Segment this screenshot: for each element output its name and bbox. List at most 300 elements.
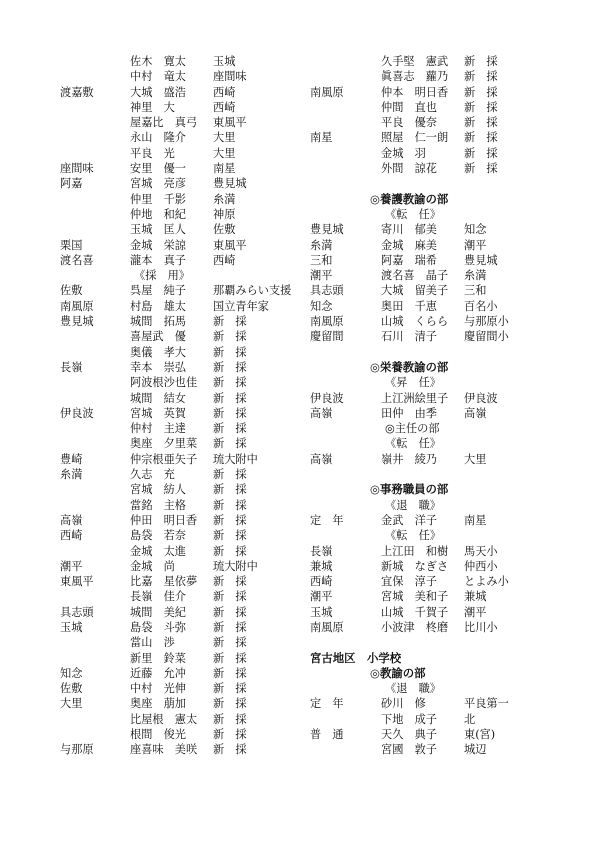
- personnel-row: [60, 314, 290, 329]
- posting: 東風平: [213, 116, 247, 130]
- posting: 新 採: [464, 146, 498, 160]
- person-name: 上江洲絵里子: [381, 391, 449, 405]
- person-name: 田仲 由季: [381, 406, 437, 420]
- school-name: 阿嘉: [60, 177, 83, 191]
- person-name: 仲地 和紀: [130, 207, 186, 221]
- posting: 城辺: [464, 743, 487, 757]
- posting: 新 採: [464, 55, 498, 68]
- school-name: 西崎: [60, 529, 83, 543]
- personnel-row: [310, 130, 542, 145]
- school-name: 豊見城: [60, 315, 94, 329]
- person-name: 島袋 若奈: [130, 529, 186, 543]
- person-name: 仲間 直也: [381, 100, 437, 114]
- category-label: 《転 任》: [385, 207, 441, 221]
- school-name: 大里: [60, 697, 83, 711]
- posting: 神原: [213, 207, 236, 221]
- heading-row: [310, 528, 542, 543]
- school-name: 玉城: [60, 620, 83, 634]
- posting: 琉大附中: [213, 559, 258, 573]
- posting: 新 採: [213, 406, 247, 420]
- spacer-row: [310, 467, 542, 482]
- posting: 大里: [464, 452, 487, 466]
- person-name: 平良 優奈: [381, 116, 437, 130]
- personnel-row: [310, 727, 542, 742]
- school-name: 三和: [310, 253, 333, 267]
- personnel-row: [60, 559, 290, 574]
- person-name: 根間 俊光: [130, 728, 186, 742]
- posting: 新 採: [213, 422, 247, 436]
- posting: 仲西小: [464, 559, 498, 573]
- posting: 潮平: [464, 605, 487, 619]
- personnel-row: [60, 100, 290, 115]
- personnel-row: [310, 620, 542, 635]
- posting: 豊見城: [213, 177, 247, 191]
- school-name: 渡嘉敷: [60, 85, 94, 99]
- personnel-row: [310, 605, 542, 620]
- posting: 新 採: [213, 666, 247, 680]
- right-column: [310, 54, 542, 758]
- school-name: 南風原: [310, 620, 344, 634]
- school-name: 糸満: [60, 468, 83, 482]
- person-name: 照屋 仁一朗: [381, 131, 449, 145]
- school-name: 伊良波: [310, 391, 344, 405]
- personnel-row: [60, 329, 290, 344]
- school-name: 与那原: [60, 743, 94, 757]
- personnel-row: [310, 146, 542, 161]
- person-name: 城間 結女: [130, 391, 186, 405]
- personnel-row: [310, 712, 542, 727]
- person-name: 永山 隆介: [130, 131, 186, 145]
- posting: 百名小: [464, 299, 498, 313]
- personnel-row: [310, 742, 542, 757]
- spacer-row: [310, 345, 542, 360]
- personnel-row: [60, 605, 290, 620]
- personnel-row: [310, 222, 542, 237]
- posting: 新 採: [213, 620, 247, 634]
- person-name: 比屋根 憲太: [130, 712, 198, 726]
- posting: 新 採: [464, 100, 498, 114]
- heading-row: [310, 421, 542, 436]
- posting: 比川小: [464, 620, 498, 634]
- personnel-row: [60, 207, 290, 222]
- posting: 東風平: [213, 238, 247, 252]
- heading-row: [310, 207, 542, 222]
- person-name: 宜保 淳子: [381, 575, 437, 589]
- section-heading: ◎事務職員の部: [370, 482, 449, 497]
- personnel-row: [60, 635, 290, 650]
- school-name: 知念: [310, 299, 333, 313]
- posting: 新 採: [213, 391, 247, 405]
- posting: 新 採: [213, 498, 247, 512]
- school-name: 豊崎: [60, 452, 83, 466]
- posting: 玉城: [213, 55, 236, 68]
- posting: 西崎: [213, 253, 236, 267]
- person-name: 山城 千賀子: [381, 605, 449, 619]
- posting: 新 採: [213, 483, 247, 497]
- person-name: 金城 羽: [381, 146, 426, 160]
- person-name: 阿嘉 瑞希: [381, 253, 437, 267]
- school-name: 南風原: [60, 299, 94, 313]
- posting: 伊良波: [464, 391, 498, 405]
- posting: 新 採: [213, 743, 247, 757]
- personnel-row: [60, 176, 290, 191]
- posting: 新 採: [213, 575, 247, 589]
- school-name: 糸満: [310, 238, 333, 252]
- school-name: 南星: [310, 131, 333, 145]
- posting: 知念: [464, 223, 487, 237]
- person-name: 奥儀 孝大: [130, 345, 186, 359]
- person-name: 村島 雄太: [130, 299, 186, 313]
- school-name: 玉城: [310, 605, 333, 619]
- person-name: 天久 典子: [381, 728, 437, 742]
- personnel-row: [60, 651, 290, 666]
- category-label: 《退 職》: [385, 682, 441, 696]
- posting: 那覇みらい支援: [213, 284, 292, 298]
- section-heading: ◎養護教諭の部: [370, 191, 449, 206]
- heading-row: [310, 192, 542, 207]
- section-heading: ◎教諭の部: [370, 665, 426, 680]
- person-name: 島袋 斗弥: [130, 620, 186, 634]
- posting: 新 採: [213, 529, 247, 543]
- school-name: 南風原: [310, 315, 344, 329]
- person-name: 仲村 主達: [130, 422, 186, 436]
- posting: 新 採: [213, 315, 247, 329]
- school-name: 東風平: [60, 575, 94, 589]
- personnel-row: [310, 238, 542, 253]
- school-name: 潮平: [310, 590, 333, 604]
- posting: 新 採: [213, 636, 247, 650]
- personnel-row: [60, 238, 290, 253]
- personnel-row: [310, 513, 542, 528]
- person-name: 久手堅 憲武: [381, 55, 449, 68]
- school-name: 高嶺: [60, 513, 83, 527]
- person-name: 阿波根沙也佳: [130, 376, 198, 390]
- area-heading: 宮古地区 小学校: [310, 650, 402, 665]
- school-name: 佐敷: [60, 284, 83, 298]
- person-name: 佐木 寛太: [130, 55, 186, 68]
- category-label: 《転 任》: [385, 529, 441, 543]
- school-name: 高嶺: [310, 406, 333, 420]
- personnel-row: [60, 146, 290, 161]
- posting: 南星: [213, 162, 236, 176]
- personnel-row: [310, 161, 542, 176]
- person-name: 山城 くらら: [381, 315, 449, 329]
- personnel-row: [60, 666, 290, 681]
- posting: 新 採: [213, 682, 247, 696]
- personnel-row: [310, 574, 542, 589]
- school-name: 知念: [60, 666, 83, 680]
- personnel-row: [310, 54, 542, 69]
- personnel-row: [310, 589, 542, 604]
- posting: 糸満: [213, 192, 236, 206]
- category-label: 《退 職》: [385, 498, 441, 512]
- posting: 馬天小: [464, 544, 498, 558]
- person-name: 石川 清子: [381, 330, 437, 344]
- person-name: 近藤 允冲: [130, 666, 186, 680]
- posting: 新 採: [213, 330, 247, 344]
- posting: 新 採: [213, 468, 247, 482]
- person-name: 大城 盛浩: [130, 85, 186, 99]
- person-name: 嶺井 綾乃: [381, 452, 437, 466]
- heading-row: [310, 681, 542, 696]
- personnel-row: [310, 253, 542, 268]
- posting: 佐敷: [213, 223, 236, 237]
- personnel-row: [60, 620, 290, 635]
- personnel-row: [310, 85, 542, 100]
- personnel-row: [60, 528, 290, 543]
- spacer-row: [310, 635, 542, 650]
- posting: 北: [464, 712, 476, 726]
- personnel-row: [60, 391, 290, 406]
- heading-row: [310, 375, 542, 390]
- posting: 豊見城: [464, 253, 498, 267]
- person-name: 金城 栄諒: [130, 238, 186, 252]
- personnel-row: [60, 513, 290, 528]
- heading-row: [310, 498, 542, 513]
- person-name: 座喜味 美咲: [130, 743, 198, 757]
- posting: 国立青年家: [213, 299, 269, 313]
- personnel-row: [60, 482, 290, 497]
- person-name: 金武 洋子: [381, 513, 437, 527]
- spacer-row: [310, 176, 542, 191]
- personnel-row: [60, 130, 290, 145]
- school-name: 高嶺: [310, 452, 333, 466]
- category-label: 《転 任》: [385, 437, 441, 451]
- personnel-row: [310, 391, 542, 406]
- posting: 慶留間小: [464, 330, 509, 344]
- posting: 新 採: [213, 712, 247, 726]
- school-name: 渡名喜: [60, 253, 94, 267]
- person-name: 外間 諒花: [381, 162, 437, 176]
- person-name: 仲田 明日香: [130, 513, 198, 527]
- posting: 与那原小: [464, 315, 509, 329]
- category-label: 《採 用》: [134, 269, 190, 283]
- personnel-row: [60, 742, 290, 757]
- posting: 東(宮): [464, 728, 496, 742]
- posting: 新 採: [213, 376, 247, 390]
- personnel-row: [310, 559, 542, 574]
- person-name: 城間 拓馬: [130, 315, 186, 329]
- personnel-row: [60, 589, 290, 604]
- left-column: [60, 54, 290, 758]
- posting: 高嶺: [464, 406, 487, 420]
- school-name: 普 通: [310, 728, 344, 742]
- personnel-row: [60, 253, 290, 268]
- personnel-row: [60, 360, 290, 375]
- posting: 新 採: [213, 544, 247, 558]
- personnel-row: [60, 345, 290, 360]
- posting: 新 採: [464, 70, 498, 84]
- category-label: ◎主任の部: [385, 422, 440, 436]
- personnel-row: [310, 100, 542, 115]
- person-name: 神里 大: [130, 100, 175, 114]
- personnel-row: [60, 85, 290, 100]
- person-name: 寄川 郁美: [381, 223, 437, 237]
- personnel-row: [310, 544, 542, 559]
- posting: 座間味: [213, 70, 247, 84]
- person-name: 喜屋武 優: [130, 330, 186, 344]
- posting: 南星: [464, 513, 487, 527]
- person-name: 長嶺 佳介: [130, 590, 186, 604]
- personnel-row: [60, 498, 290, 513]
- posting: 琉大附中: [213, 452, 258, 466]
- person-name: 宮城 亮彦: [130, 177, 186, 191]
- person-name: 宮城 紡人: [130, 483, 186, 497]
- heading-row: [310, 666, 542, 681]
- person-name: 金城 太進: [130, 544, 186, 558]
- posting: 新 採: [213, 345, 247, 359]
- posting: 西崎: [213, 100, 236, 114]
- heading-row: [310, 436, 542, 451]
- personnel-row: [60, 299, 290, 314]
- person-name: 玉城 匡人: [130, 223, 186, 237]
- personnel-row: [60, 452, 290, 467]
- person-name: 當銘 主格: [130, 498, 186, 512]
- school-name: 長嶺: [310, 544, 333, 558]
- posting: 新 採: [213, 513, 247, 527]
- posting: 大里: [213, 131, 236, 145]
- person-name: 中村 竜太: [130, 70, 186, 84]
- person-name: 下地 成子: [381, 712, 437, 726]
- person-name: 奥座 萠加: [130, 697, 186, 711]
- personnel-row: [310, 696, 542, 711]
- posting: 新 採: [464, 131, 498, 145]
- school-name: 座間味: [60, 162, 94, 176]
- posting: 新 採: [213, 697, 247, 711]
- posting: 三和: [464, 284, 487, 298]
- person-name: 眞喜志 蘿乃: [381, 70, 449, 84]
- posting: 新 採: [213, 728, 247, 742]
- personnel-row: [60, 712, 290, 727]
- personnel-row: [310, 283, 542, 298]
- school-name: 慶留間: [310, 330, 344, 344]
- heading-row: [310, 360, 542, 375]
- person-name: 久志 充: [130, 468, 175, 482]
- person-name: 仲宗根亜矢子: [130, 452, 198, 466]
- personnel-row: [60, 283, 290, 298]
- school-name: 潮平: [60, 559, 83, 573]
- posting: 兼城: [464, 590, 487, 604]
- personnel-row: [60, 69, 290, 84]
- school-name: 定 年: [310, 513, 344, 527]
- personnel-row: [60, 222, 290, 237]
- school-name: 長嶺: [60, 360, 83, 374]
- personnel-row: [60, 727, 290, 742]
- person-name: 奥座 夕里菜: [130, 437, 198, 451]
- posting: 新 採: [213, 360, 247, 374]
- school-name: 具志頭: [60, 605, 94, 619]
- posting: 新 採: [213, 651, 247, 665]
- posting: 新 採: [464, 162, 498, 176]
- personnel-row: [60, 268, 290, 283]
- person-name: 宮城 英賀: [130, 406, 186, 420]
- person-name: 中村 光伸: [130, 682, 186, 696]
- person-name: 金城 尚: [130, 559, 175, 573]
- posting: とよみ小: [464, 575, 509, 589]
- person-name: 仲里 千影: [130, 192, 186, 206]
- person-name: 幸本 崇弘: [130, 360, 186, 374]
- personnel-row: [310, 329, 542, 344]
- school-name: 南風原: [310, 85, 344, 99]
- person-name: 砂川 修: [381, 697, 426, 711]
- person-name: 當山 渉: [130, 636, 175, 650]
- personnel-row: [310, 69, 542, 84]
- personnel-row: [60, 436, 290, 451]
- posting: 新 採: [464, 116, 498, 130]
- person-name: 平良 光: [130, 146, 175, 160]
- posting: 大里: [213, 146, 236, 160]
- school-name: 西崎: [310, 575, 333, 589]
- school-name: 潮平: [310, 269, 333, 283]
- person-name: 宮國 敦子: [381, 743, 437, 757]
- section-heading: ◎栄養教諭の部: [370, 359, 449, 374]
- personnel-row: [60, 681, 290, 696]
- posting: 新 採: [213, 605, 247, 619]
- personnel-row: [310, 406, 542, 421]
- personnel-row: [60, 406, 290, 421]
- posting: 糸満: [464, 269, 487, 283]
- school-name: 定 年: [310, 697, 344, 711]
- posting: 潮平: [464, 238, 487, 252]
- person-name: 渡名喜 晶子: [381, 269, 449, 283]
- school-name: 豊見城: [310, 223, 344, 237]
- personnel-row: [310, 268, 542, 283]
- personnel-row: [60, 115, 290, 130]
- personnel-row: [60, 696, 290, 711]
- personnel-row: [310, 452, 542, 467]
- posting: 平良第一: [464, 697, 509, 711]
- personnel-row: [60, 375, 290, 390]
- person-name: 仲本 明日香: [381, 85, 449, 99]
- personnel-row: [60, 192, 290, 207]
- school-name: 具志頭: [310, 284, 344, 298]
- personnel-row: [60, 544, 290, 559]
- posting: 新 採: [213, 590, 247, 604]
- heading-row: [310, 482, 542, 497]
- person-name: 比嘉 星依夢: [130, 575, 198, 589]
- school-name: 栗国: [60, 238, 83, 252]
- posting: 西崎: [213, 85, 236, 99]
- school-name: 伊良波: [60, 406, 94, 420]
- person-name: 呉屋 純子: [130, 284, 186, 298]
- personnel-row: [60, 574, 290, 589]
- person-name: 瀧本 真子: [130, 253, 186, 267]
- personnel-row: [60, 421, 290, 436]
- person-name: 新城 なぎさ: [381, 559, 449, 573]
- person-name: 屋嘉比 真弓: [130, 116, 198, 130]
- personnel-row: [60, 54, 290, 69]
- school-name: 兼城: [310, 559, 333, 573]
- personnel-row: [310, 299, 542, 314]
- personnel-row: [310, 314, 542, 329]
- posting: 新 採: [213, 437, 247, 451]
- person-name: 奥田 千恵: [381, 299, 437, 313]
- heading-row: [310, 651, 542, 666]
- person-name: 上江田 和樹: [381, 544, 449, 558]
- category-label: 《昇 任》: [385, 376, 441, 390]
- person-name: 宮城 美和子: [381, 590, 449, 604]
- person-name: 金城 麻美: [381, 238, 437, 252]
- posting: 新 採: [464, 85, 498, 99]
- personnel-row: [60, 161, 290, 176]
- person-name: 安里 優一: [130, 162, 186, 176]
- school-name: 佐敷: [60, 682, 83, 696]
- person-name: 小波津 柊磨: [381, 620, 449, 634]
- person-name: 城間 美紀: [130, 605, 186, 619]
- person-name: 大城 留美子: [381, 284, 449, 298]
- person-name: 新里 鈴菜: [130, 651, 186, 665]
- personnel-row: [310, 115, 542, 130]
